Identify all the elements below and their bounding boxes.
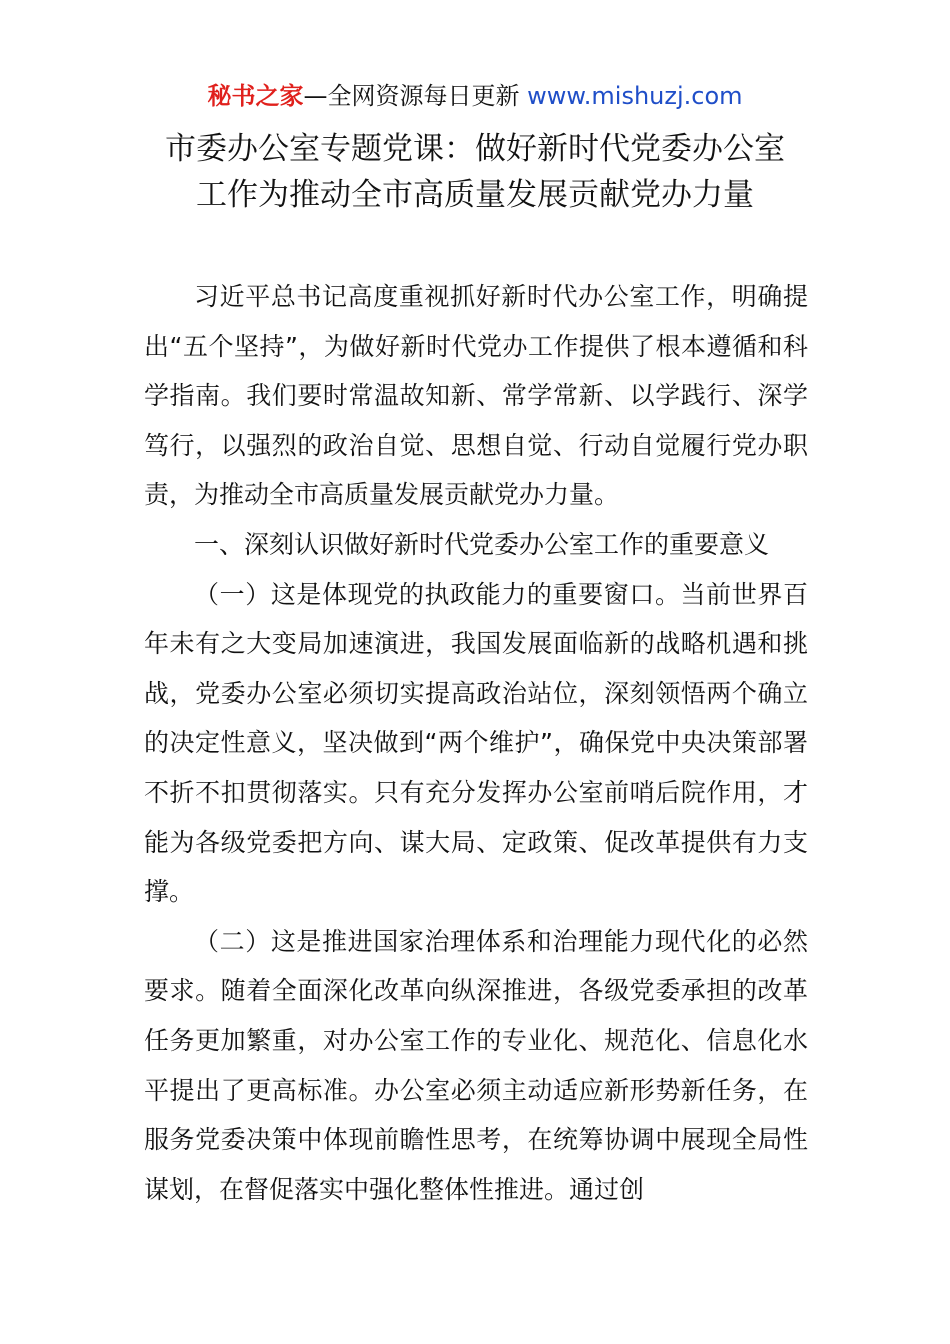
- title-line-2: 工作为推动全市高质量发展贡献党办力量: [196, 177, 754, 213]
- paragraph-point-1: （一）这是体现党的执政能力的重要窗口。当前世界百年未有之大变局加速演进，我国发展面临新的战略机遇和挑战，党委办公室必须切实提高政治站位，深刻领悟两个确立的决定性意义，坚决做到“两个维护”，确保党中央决策部署不折不扣贯彻落实。只有充分发挥办公室前哨后院作用，才能为各级党委把方向、谋大局、定政策、促改革提供有力支撑。: [144, 579, 808, 907]
- document-title: [0, 126, 950, 218]
- site-header: [0, 78, 950, 114]
- site-url[interactable]: www.mishuzj.com: [527, 82, 743, 110]
- paragraph-intro: 习近平总书记高度重视抓好新时代办公室工作，明确提出“五个坚持”，为做好新时代党办工作提供了根本遵循和科学指南。我们要时常温故知新、常学常新、以学践行、深学笃行，以强烈的政治自觉、思想自觉、行动自觉履行党办职责，为推动全市高质量发展贡献党办力量。: [144, 282, 808, 510]
- title-line-1: 市委办公室专题党课：做好新时代党委办公室: [165, 131, 785, 167]
- section-heading-1: 一、深刻认识做好新时代党委办公室工作的重要意义: [194, 529, 770, 559]
- header-tagline: —全网资源每日更新: [303, 82, 528, 110]
- brand-name: 秘书之家: [207, 82, 304, 110]
- paragraph-point-2: （二）这是推进国家治理体系和治理能力现代化的必然要求。随着全面深化改革向纵深推进，各级党委承担的改革任务更加繁重，对办公室工作的专业化、规范化、信息化水平提出了更高标准。办公室必须主动适应新形势新任务，在服务党委决策中体现前瞻性思考，在统筹协调中展现全局性谋划，在督促落实中强化整体性推进。通过创: [144, 926, 808, 1204]
- document-body: [144, 272, 808, 1214]
